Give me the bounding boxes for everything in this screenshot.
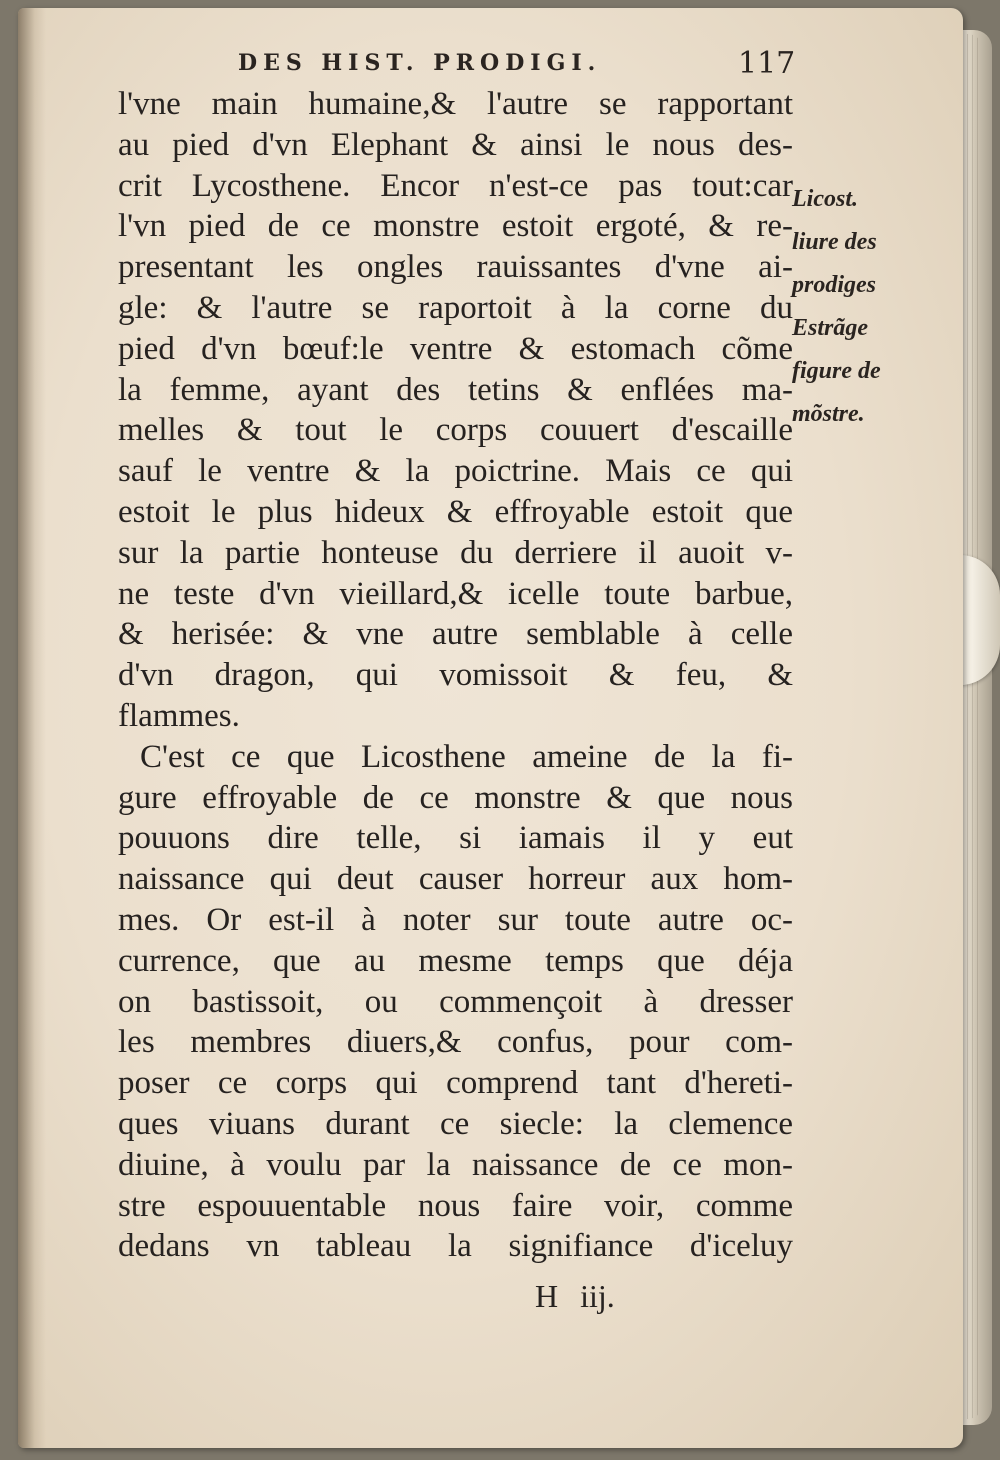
paragraph-start-line: C'est ce que Licosthene ameine de la fi-: [140, 738, 793, 775]
text-line: ne teste d'vn vieillard,& icelle toute barbue,: [118, 575, 793, 612]
text-line: l'vne main humaine,& l'autre se rapportant: [118, 86, 793, 122]
running-title: DES HIST. PRODIGI.: [238, 50, 602, 76]
text-line: sur la partie honteuse du derriere il auoit v-: [118, 534, 793, 571]
text-line: pouuons dire telle, si iamais il y eut: [118, 820, 793, 857]
text-line: ques viuans durant ce siecle: la clemence: [118, 1105, 793, 1142]
text-line: d'vn dragon, qui vomissoit & feu, &: [118, 657, 793, 694]
text-line: estoit le plus hideux & effroyable estoit que: [118, 493, 793, 530]
text-line: sauf le ventre & la poictrine. Mais ce qui: [118, 453, 793, 490]
margin-notes: [792, 178, 932, 436]
text-line: poser ce corps qui comprend tant d'hereti-: [118, 1065, 793, 1102]
text-line: diuine, à voulu par la naissance de ce mon-: [118, 1146, 793, 1183]
text-line: dedans vn tableau la signifiance d'iceluy: [118, 1228, 793, 1265]
text-line: & herisée: & vne autre semblable à celle: [118, 616, 793, 653]
text-line: currence, que au mesme temps que déja: [118, 942, 793, 979]
margin-note: Licost.: [792, 186, 858, 212]
text-line: crit Lycosthene. Encor n'est-ce pas tout:car: [118, 167, 793, 204]
text-line: au pied d'vn Elephant & ainsi le nous des-: [118, 126, 793, 163]
text-line: naissance qui deut causer horreur aux hom-: [118, 861, 793, 898]
text-line: mes. Or est-il à noter sur toute autre oc-: [118, 901, 793, 938]
text-line: melles & tout le corps couuert d'escaille: [118, 412, 793, 449]
text-line: les membres diuers,& confus, pour com-: [118, 1024, 793, 1061]
text-line: pied d'vn bœuf:le ventre & estomach cõme: [118, 330, 793, 367]
margin-note: Estrãge: [792, 315, 869, 341]
text-line: flammes.: [118, 697, 240, 734]
text-line: la femme, ayant des tetins & enflées ma-: [118, 371, 793, 408]
text-line: gure effroyable de ce monstre & que nous: [118, 779, 793, 816]
text-line: on bastissoit, ou commençoit à dresser: [118, 983, 793, 1020]
margin-note: liure des: [792, 229, 877, 255]
margin-note: mõstre.: [792, 401, 865, 427]
margin-note: figure de: [792, 358, 881, 384]
text-line: l'vn pied de ce monstre estoit ergoté, & re-: [118, 208, 793, 245]
signature-mark: H iij.: [535, 1278, 615, 1314]
text-line: presentant les ongles rauissantes d'vne ai-: [118, 249, 793, 286]
page-gutter-shadow: [18, 8, 46, 1448]
body-text: [118, 84, 793, 1267]
text-line: stre espouuentable nous faire voir, comme: [118, 1187, 793, 1224]
text-line: gle: & l'autre se raportoit à la corne du: [118, 289, 793, 326]
margin-note: prodiges: [792, 272, 876, 298]
page-number: 117: [738, 46, 796, 81]
